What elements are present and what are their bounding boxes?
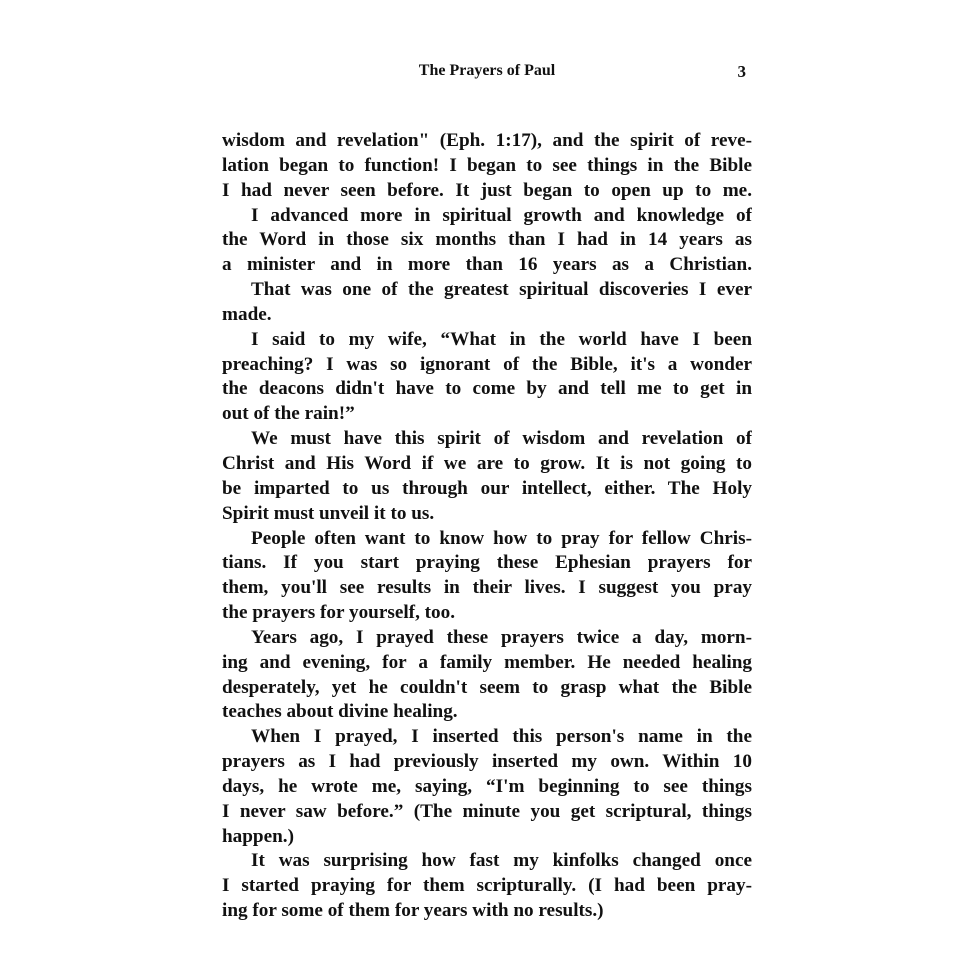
text-line: wisdom and revelation" (Eph. 1:17), and the spirit of reve- (222, 130, 752, 151)
text-line: That was one of the greatest spiritual discoveries I ever (251, 279, 752, 301)
text-line: Spirit must unveil it to us. (222, 502, 435, 524)
text-line: prayers as I had previously inserted my own. Within 10 (222, 751, 752, 773)
text-line: out of the rain!” (222, 403, 355, 425)
text-line: the Word in those six months than I had in 14 years as (222, 229, 752, 251)
text-line: People often want to know how to pray for fellow Chris- (251, 527, 752, 549)
text-line: be imparted to us through our intellect, either. The Holy (222, 477, 752, 499)
text-line: I advanced more in spiritual growth and knowledge of (251, 204, 752, 226)
text-line: We must have this spirit of wisdom and revelation of (251, 428, 752, 450)
text-line: them, you'll see results in their lives. I suggest you pray (222, 577, 752, 599)
text-line: I never saw before.” (The minute you get scriptural, things (222, 800, 752, 822)
text-line: Years ago, I prayed these prayers twice a day, morn- (251, 626, 752, 648)
page-number: 3 (737, 62, 746, 81)
text-line: happen.) (222, 825, 294, 847)
running-header (222, 62, 752, 86)
text-line: I started praying for them scripturally. (I had been pray- (222, 875, 752, 897)
text-line: ing and evening, for a family member. He needed healing (222, 651, 752, 673)
text-line: I said to my wife, “What in the world have I been (251, 328, 752, 350)
text-line: tians. If you start praying these Ephesian prayers for (222, 552, 752, 574)
text-line: ing for some of them for years with no results.) (222, 900, 604, 922)
text-line: the prayers for yourself, too. (222, 602, 456, 624)
text-line: desperately, yet he couldn't seem to grasp what the Bible (222, 676, 752, 698)
text-line: made. (222, 303, 272, 325)
text-line: a minister and in more than 16 years as a Christian. (222, 254, 752, 276)
body-text (222, 129, 752, 924)
text-line: When I prayed, I inserted this person's name in the (251, 726, 752, 748)
running-title: The Prayers of Paul (418, 62, 556, 79)
text-line: I had never seen before. It just began to open up to me. (222, 179, 752, 201)
text-line: days, he wrote me, saying, “I'm beginning to see things (222, 775, 752, 797)
text-line: lation began to function! I began to see things in the Bible (222, 154, 752, 176)
text-line: preaching? I was so ignorant of the Bible, it's a wonder (222, 353, 752, 375)
text-line: the deacons didn't have to come by and tell me to get in (222, 378, 752, 400)
text-line: It was surprising how fast my kinfolks changed once (251, 850, 752, 872)
text-line: Christ and His Word if we are to grow. It is not going to (222, 452, 752, 474)
text-line: teaches about divine healing. (222, 701, 458, 723)
